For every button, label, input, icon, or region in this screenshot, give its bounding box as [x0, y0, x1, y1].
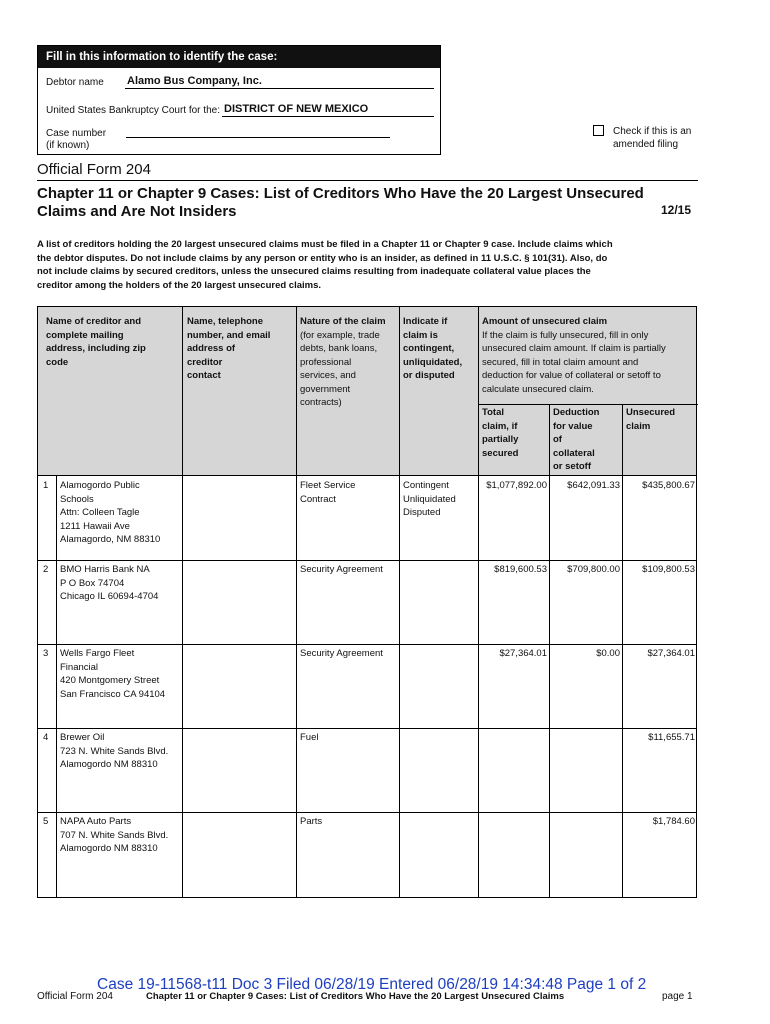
header-deduction-line: Deduction	[553, 407, 600, 418]
row-divider	[38, 644, 696, 645]
header-total-claim	[482, 406, 548, 460]
form-title-line-2: Claims and Are Not Insiders	[37, 203, 237, 220]
id-box-header: Fill in this information to identify the case:	[38, 46, 440, 68]
claim-nature	[300, 563, 398, 577]
header-deduction-line: collateral	[553, 447, 595, 459]
amount-subheader-divider	[478, 404, 698, 405]
court-filing-stamp: Case 19-11568-t11 Doc 3 Filed 06/28/19 Entered 06/28/19 14:34:48 Page 1 of 2	[97, 976, 647, 993]
row-divider	[38, 812, 696, 813]
unsecured-claim-value: $1,784.60	[652, 816, 695, 827]
header-nature-line: government	[300, 383, 351, 395]
footer-form-title: Chapter 11 or Chapter 9 Cases: List of Creditors Who Have the 20 Largest Unsecured Claims	[146, 991, 565, 1002]
claim-nature	[300, 479, 398, 506]
header-contact-line: number, and email	[187, 329, 271, 341]
header-indicate-line: Indicate if	[403, 316, 448, 327]
header-nature-title: Nature of the claim	[300, 316, 386, 327]
row-number: 2	[43, 564, 49, 575]
amended-filing-label	[613, 125, 713, 151]
column-divider	[478, 306, 479, 898]
instructions-line: creditor among the holders of the 20 largest unsecured claims.	[37, 279, 322, 291]
amended-filing-checkbox[interactable]	[593, 125, 604, 136]
debtor-name-field[interactable]: Alamo Bus Company, Inc.	[125, 75, 434, 89]
header-amount-line: secured, fill in total claim amount and	[482, 356, 639, 368]
header-amount-line: deduction for value of collateral or setoff to	[482, 370, 661, 381]
header-total-line: secured	[482, 447, 519, 459]
row-number: 3	[43, 648, 49, 659]
header-creditor	[46, 315, 178, 369]
creditor-line: Schools	[60, 493, 94, 505]
debtor-name-label: Debtor name	[46, 77, 104, 88]
header-indicate-line: unliquidated,	[403, 356, 463, 368]
column-divider	[182, 306, 183, 898]
instructions-line: not include claims by secured creditors, unless the unsecured claims resulting from inadequate collateral value places the	[37, 266, 591, 277]
form-divider	[37, 180, 698, 181]
nature-line: Security Agreement	[300, 648, 383, 659]
footer-form-name: Official Form 204	[37, 991, 113, 1002]
creditor-line: Attn: Colleen Tagle	[60, 507, 140, 518]
creditor-line: San Francisco CA 94104	[60, 688, 166, 700]
status-line: Unliquidated	[403, 493, 456, 505]
header-contact-line: address of	[187, 343, 236, 354]
total-claim-value: $1,077,892.00	[486, 480, 547, 491]
header-creditor-line: code	[46, 356, 69, 368]
creditor-line: Brewer Oil	[60, 732, 105, 743]
header-deduction-line: or setoff	[553, 461, 591, 472]
header-unsecured	[626, 406, 696, 433]
case-number-known-label: (if known)	[46, 140, 90, 151]
row-divider	[38, 560, 696, 561]
header-contact-line: Name, telephone	[187, 316, 264, 327]
creditor-line: Alamogordo Public	[60, 480, 140, 491]
creditor-address	[60, 563, 180, 604]
header-amount	[482, 315, 696, 396]
total-claim-value: $27,364.01	[499, 648, 547, 659]
header-indicate-line: or disputed	[403, 370, 455, 381]
header-nature-line: contracts)	[300, 397, 342, 408]
creditor-line: Alamogordo NM 88310	[60, 843, 158, 854]
creditor-line: Alamogordo NM 88310	[60, 759, 158, 770]
header-total-line: partially	[482, 434, 519, 445]
header-nature-line: debts, bank loans,	[300, 343, 378, 354]
form-title-line-1: Chapter 11 or Chapter 9 Cases: List of Creditors Who Have the 20 Largest Unsecured	[37, 185, 644, 202]
header-nature-line: professional	[300, 356, 352, 368]
claim-nature	[300, 647, 398, 661]
header-nature-line: services, and	[300, 370, 356, 381]
row-number: 1	[43, 480, 49, 491]
creditor-address	[60, 815, 180, 856]
creditor-line: BMO Harris Bank NA	[60, 564, 150, 575]
creditor-line: 420 Montgomery Street	[60, 675, 160, 686]
header-deduction-line: for value	[553, 420, 593, 432]
header-unsecured-line: Unsecured	[626, 407, 676, 418]
case-identification-box	[37, 45, 441, 155]
column-divider	[399, 306, 400, 898]
deduction-value: $642,091.33	[567, 480, 620, 491]
total-claim-value: $819,600.53	[494, 564, 547, 575]
header-nature-line: (for example, trade	[300, 329, 380, 341]
status-line: Disputed	[403, 507, 441, 518]
header-deduction	[553, 406, 621, 474]
nature-line: Fleet Service	[300, 480, 356, 491]
creditor-line: NAPA Auto Parts	[60, 816, 132, 827]
header-deduction-line: of	[553, 434, 562, 445]
unsecured-claim-value: $27,364.01	[647, 648, 695, 659]
header-amount-line: unsecured claim amount. If claim is partially	[482, 343, 666, 354]
header-contact-line: contact	[187, 370, 221, 381]
header-unsecured-line: claim	[626, 420, 651, 432]
header-total-line: claim, if	[482, 420, 518, 432]
header-amount-line: If the claim is fully unsecured, fill in only	[482, 329, 649, 341]
creditor-line: 723 N. White Sands Blvd.	[60, 745, 169, 757]
status-line: Contingent	[403, 480, 449, 491]
header-indicate	[403, 315, 477, 383]
form-revision-date: 12/15	[661, 203, 692, 217]
header-total-line: Total	[482, 407, 504, 418]
nature-line: Security Agreement	[300, 564, 383, 575]
claim-nature	[300, 731, 398, 745]
header-contact	[187, 315, 293, 383]
header-creditor-line: address, including zip	[46, 343, 146, 354]
instructions-line: A list of creditors holding the 20 largest unsecured claims must be filed in a Chapter 11 or Chapter 9 case. Include claims which	[37, 239, 613, 250]
deduction-value: $0.00	[596, 648, 620, 659]
unsecured-claim-value: $435,800.67	[642, 480, 695, 491]
case-number-label: Case number	[46, 128, 107, 139]
header-amount-line: calculate unsecured claim.	[482, 383, 594, 395]
header-indicate-line: claim is	[403, 329, 438, 341]
creditor-line: P O Box 74704	[60, 577, 125, 589]
row-number: 5	[43, 816, 49, 827]
instructions-line: the debtor disputes. Do not include claims by any person or entity who is an insider, as defined in 11 U.S.C. § 101(31). Also, do	[37, 252, 608, 264]
header-amount-title: Amount of unsecured claim	[482, 316, 608, 327]
court-field[interactable]: DISTRICT OF NEW MEXICO	[222, 103, 434, 117]
creditor-line: 1211 Hawaii Ave	[60, 520, 130, 532]
creditor-line: Chicago IL 60694-4704	[60, 591, 159, 602]
nature-line: Fuel	[300, 732, 319, 743]
case-number-field[interactable]	[126, 124, 390, 138]
creditor-address	[60, 731, 180, 772]
creditor-line: Wells Fargo Fleet	[60, 648, 135, 659]
claim-status	[403, 479, 477, 520]
creditor-line: Financial	[60, 661, 99, 673]
header-nature	[300, 315, 398, 410]
unsecured-claim-value: $11,655.71	[648, 732, 695, 743]
deduction-value: $709,800.00	[567, 564, 620, 575]
creditor-address	[60, 647, 180, 701]
header-creditor-line: Name of creditor and	[46, 316, 142, 327]
footer-page-number: page 1	[662, 991, 693, 1002]
creditor-line: 707 N. White Sands Blvd.	[60, 829, 169, 841]
creditors-table	[37, 306, 697, 898]
header-contact-line: creditor	[187, 356, 223, 368]
form-name: Official Form 204	[37, 161, 151, 178]
row-divider	[38, 728, 696, 729]
amended-label-line-2: amended filing	[613, 139, 679, 150]
nature-line: Contract	[300, 493, 336, 505]
creditor-address	[60, 479, 180, 547]
instructions-paragraph	[37, 238, 662, 292]
form-title	[37, 185, 677, 221]
claim-nature	[300, 815, 398, 829]
amended-label-line-1: Check if this is an	[613, 126, 692, 137]
header-indicate-line: contingent,	[403, 343, 455, 354]
court-label: United States Bankruptcy Court for the:	[46, 105, 220, 116]
nature-line: Parts	[300, 816, 323, 827]
row-number-divider	[56, 476, 57, 898]
header-creditor-line: complete mailing	[46, 329, 124, 341]
row-number: 4	[43, 732, 49, 743]
creditor-line: Alamagordo, NM 88310	[60, 534, 161, 545]
unsecured-claim-value: $109,800.53	[642, 564, 695, 575]
column-divider	[296, 306, 297, 898]
